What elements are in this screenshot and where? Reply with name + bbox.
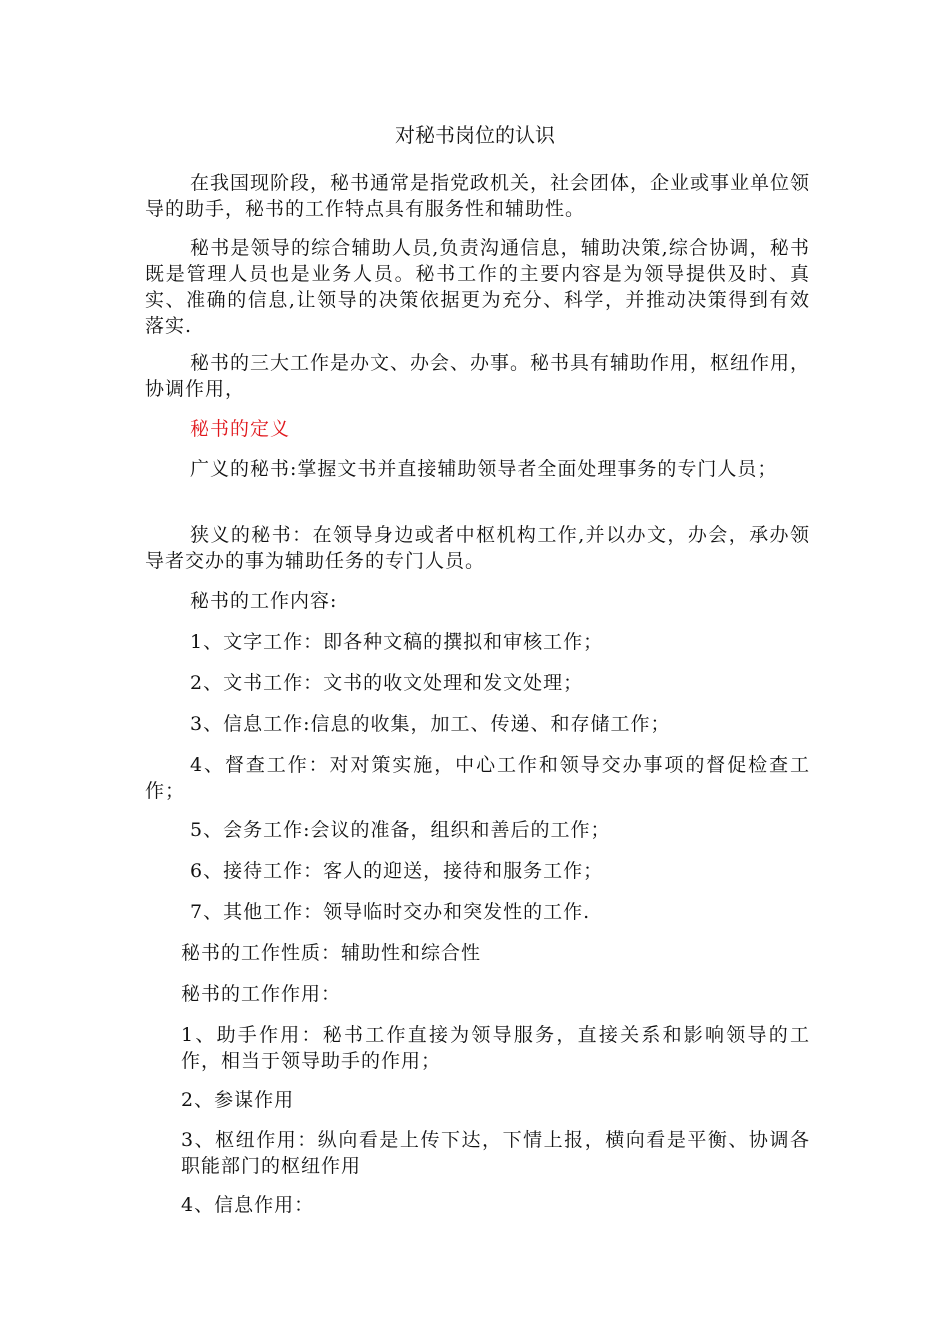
list-item: 3、枢纽作用：纵向看是上传下达，下情上报，横向看是平衡、协调各职能部门的枢纽作用 [181, 1129, 810, 1177]
definition-heading: 秘书的定义 [190, 418, 291, 440]
work-content-heading: 秘书的工作内容: [190, 590, 338, 612]
list-item: 4、督查工作：对对策实施，中心工作和领导交办事项的督促检查工作； [145, 754, 810, 802]
list-item: 5、会务工作:会议的准备，组织和善后的工作； [190, 819, 611, 841]
paragraph-three-tasks: 秘书的三大工作是办文、办会、办事。秘书具有辅助作用，枢纽作用，协调作用， [145, 352, 811, 400]
list-item: 4、信息作用： [181, 1194, 315, 1216]
narrow-definition: 狭义的秘书：在领导身边或者中枢机构工作,并以办文，办会，承办领导者交办的事为辅助任务的专门人员。 [145, 524, 810, 572]
paragraph-intro: 在我国现阶段，秘书通常是指党政机关，社会团体，企业或事业单位领导的助手，秘书的工作特点具有服务性和辅助性。 [145, 172, 811, 220]
list-item: 1、助手作用：秘书工作直接为领导服务，直接关系和影响领导的工作，相当于领导助手的作用； [181, 1024, 810, 1072]
list-item: 1、文字工作：即各种文稿的撰拟和审核工作； [190, 631, 604, 653]
list-item: 6、接待工作：客人的迎送，接待和服务工作； [190, 860, 604, 882]
list-item: 2、文书工作：文书的收文处理和发文处理； [190, 672, 584, 694]
list-item: 2、参谋作用 [181, 1089, 295, 1111]
broad-definition: 广义的秘书:掌握文书并直接辅助领导者全面处理事务的专门人员； [190, 458, 778, 480]
work-nature: 秘书的工作性质：辅助性和综合性 [181, 942, 482, 964]
document-title: 对秘书岗位的认识 [395, 123, 555, 147]
list-item: 3、信息工作:信息的收集，加工、传递、和存储工作； [190, 713, 671, 735]
paragraph-role: 秘书是领导的综合辅助人员,负责沟通信息，辅助决策,综合协调，秘书既是管理人员也是业务人员。秘书工作的主要内容是为领导提供及时、真实、准确的信息,让领导的决策依据更为充分、科学，并推动决策得到有效落实. [145, 237, 810, 337]
work-role-heading: 秘书的工作作用： [181, 983, 342, 1005]
list-item: 7、其他工作：领导临时交办和突发性的工作. [190, 901, 591, 923]
